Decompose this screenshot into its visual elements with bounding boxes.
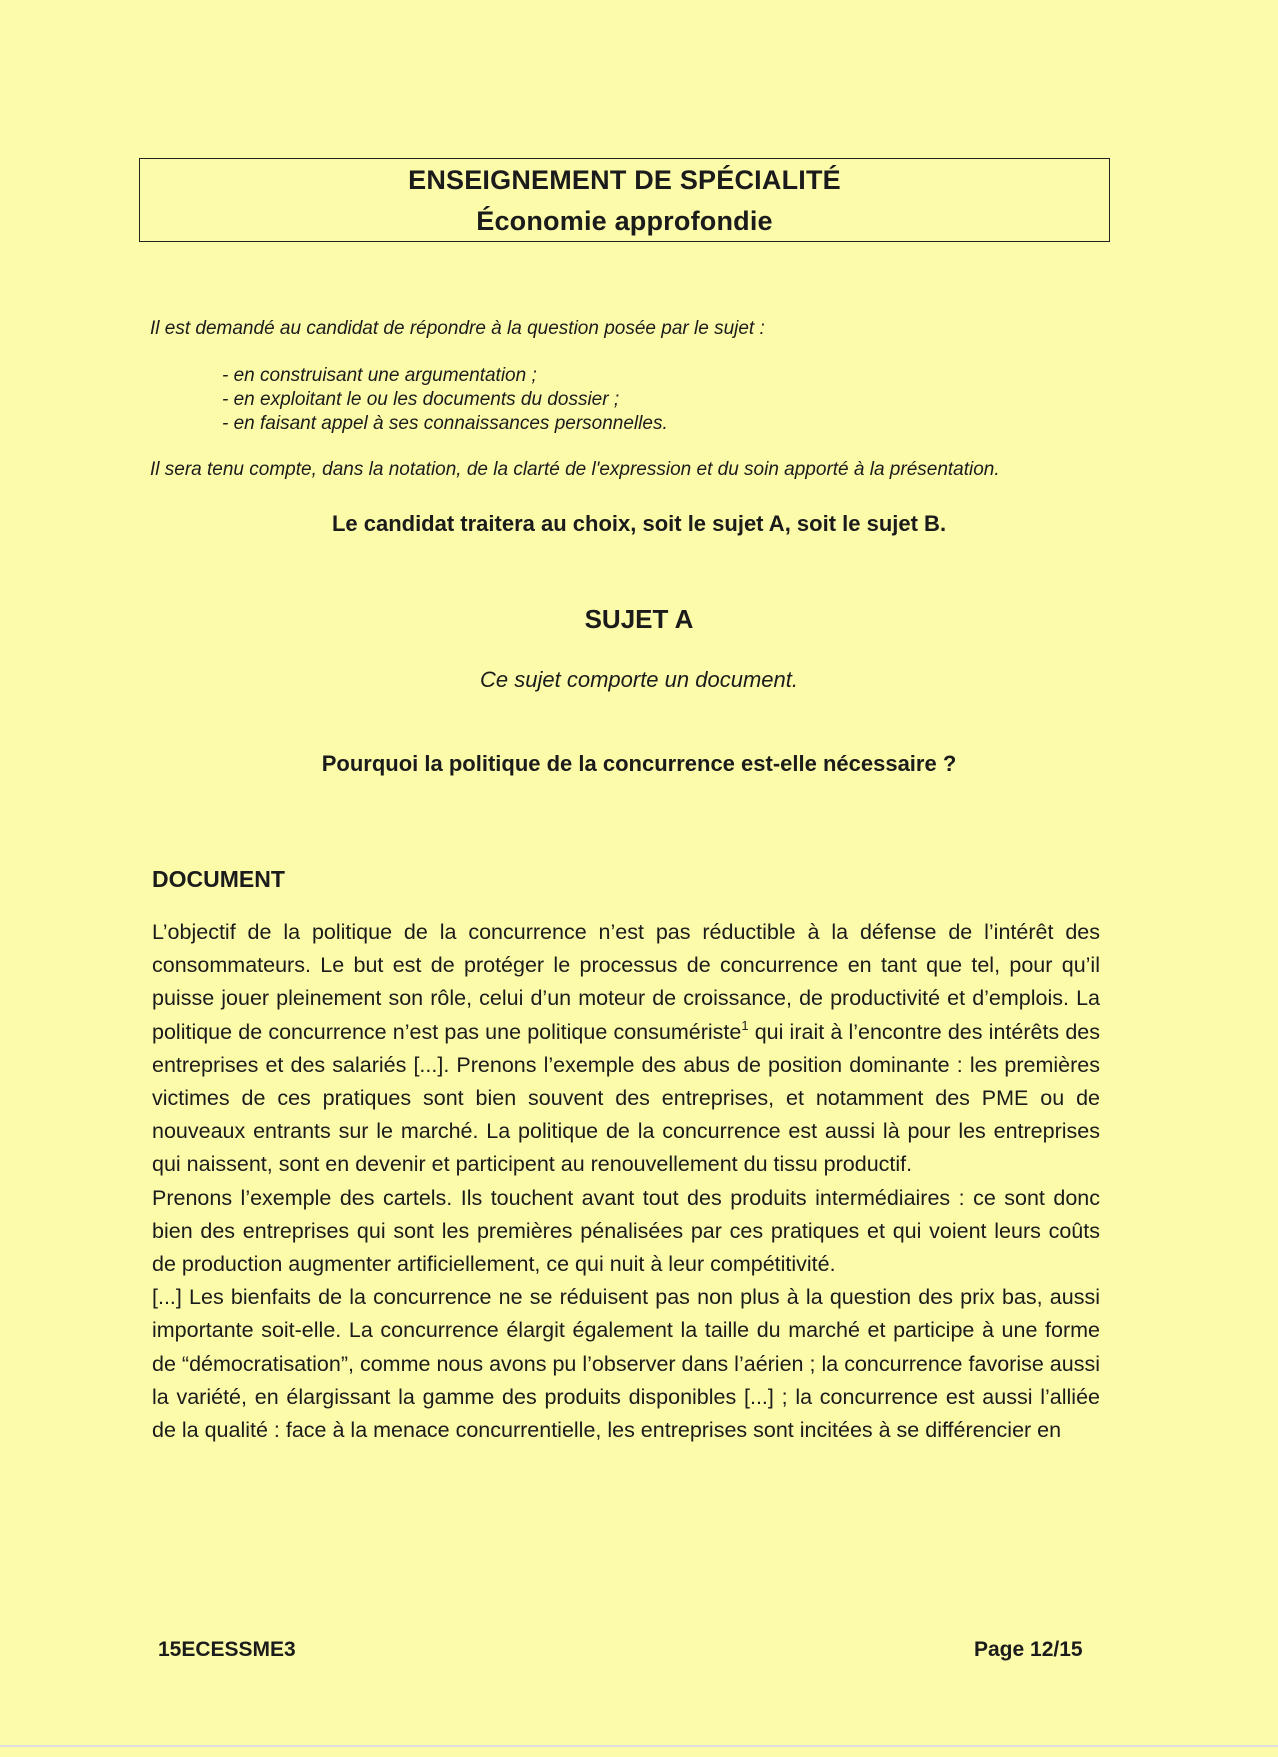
instructions-intro: Il est demandé au candidat de répondre à la question posée par le sujet : [150,318,765,339]
sujet-title: SUJET A [584,604,694,634]
sujet-question: Pourquoi la politique de la concurrence est-elle nécessaire ? [321,751,957,776]
document-paragraph: Prenons l’exemple des cartels. Ils touchent avant tout des produits intermédiaires : ce sont donc bien des entreprises qui sont les premières pénalisées par ces pratiques et qui voient leurs coûts de production augmenter artificiellement, ce qui nuit à leur compétitivité. [152,1185,1100,1277]
list-item: - en exploitant le ou les documents du dossier ; [222,389,620,410]
footnote-ref: 1 [741,1017,749,1033]
scan-edge-divider [0,1745,1278,1747]
list-item: - en construisant une argumentation ; [222,365,537,386]
document-paragraph: [...] Les bienfaits de la concurrence ne se réduisent pas non plus à la question des prix bas, aussi importante soit-elle. La concurrence élargit également la taille du marché et participe à une forme de “démocratisation”, comme nous avons pu l’observer dans l’aérien ; la concurrence favorise aussi la variété, en élargissant la gamme des produits disponibles [...] ; la concurrence est aussi l’alliée de la qualité : face à la menace concurrentielle, les entreprises sont incitées à se différencier en [152,1285,1100,1443]
document-text: qui irait à l’encontre des intérêts des entreprises et des salariés [...]. Prenons l’exemple des abus de position dominante : les premières victimes de ces pratiques sont bien souvent des entreprises, et notamment des PME ou de nouveaux entrants sur le marché. La politique de la concurrence est aussi là pour les entreprises qui naissent, sont en devenir et participent au renouvellement du tissu productif. [152,1019,1100,1177]
sujet-note: Ce sujet comporte un document. [480,667,798,692]
list-item: - en faisant appel à ses connaissances personnelles. [222,413,668,434]
header-subtitle: Économie approfondie [476,206,773,236]
choice-statement: Le candidat traitera au choix, soit le sujet A, soit le sujet B. [331,511,947,536]
document-text: L’objectif de la politique de la concurrence n’est pas réductible à la défense de l’intérêt des consommateurs. Le but est de protéger le processus de concurrence en tant que tel, pour qu’il puisse jouer pleinement son rôle, celui d’un moteur de croissance, de productivité et d’emplois. La politique de concurrence n’est pas une politique consumériste [152,920,1100,1044]
document-paragraph [152,916,1100,1182]
document-heading: DOCUMENT [152,866,285,892]
instructions-notation: Il sera tenu compte, dans la notation, de la clarté de l'expression et du soin apporté à la présentation. [150,459,1000,480]
document-body [152,916,1100,1447]
instructions-list [222,364,668,436]
page-number: Page 12/15 [974,1638,1083,1661]
footer-code: 15ECESSME3 [158,1638,296,1661]
header-title: ENSEIGNEMENT DE SPÉCIALITÉ [408,165,841,195]
header-box [139,158,1110,242]
